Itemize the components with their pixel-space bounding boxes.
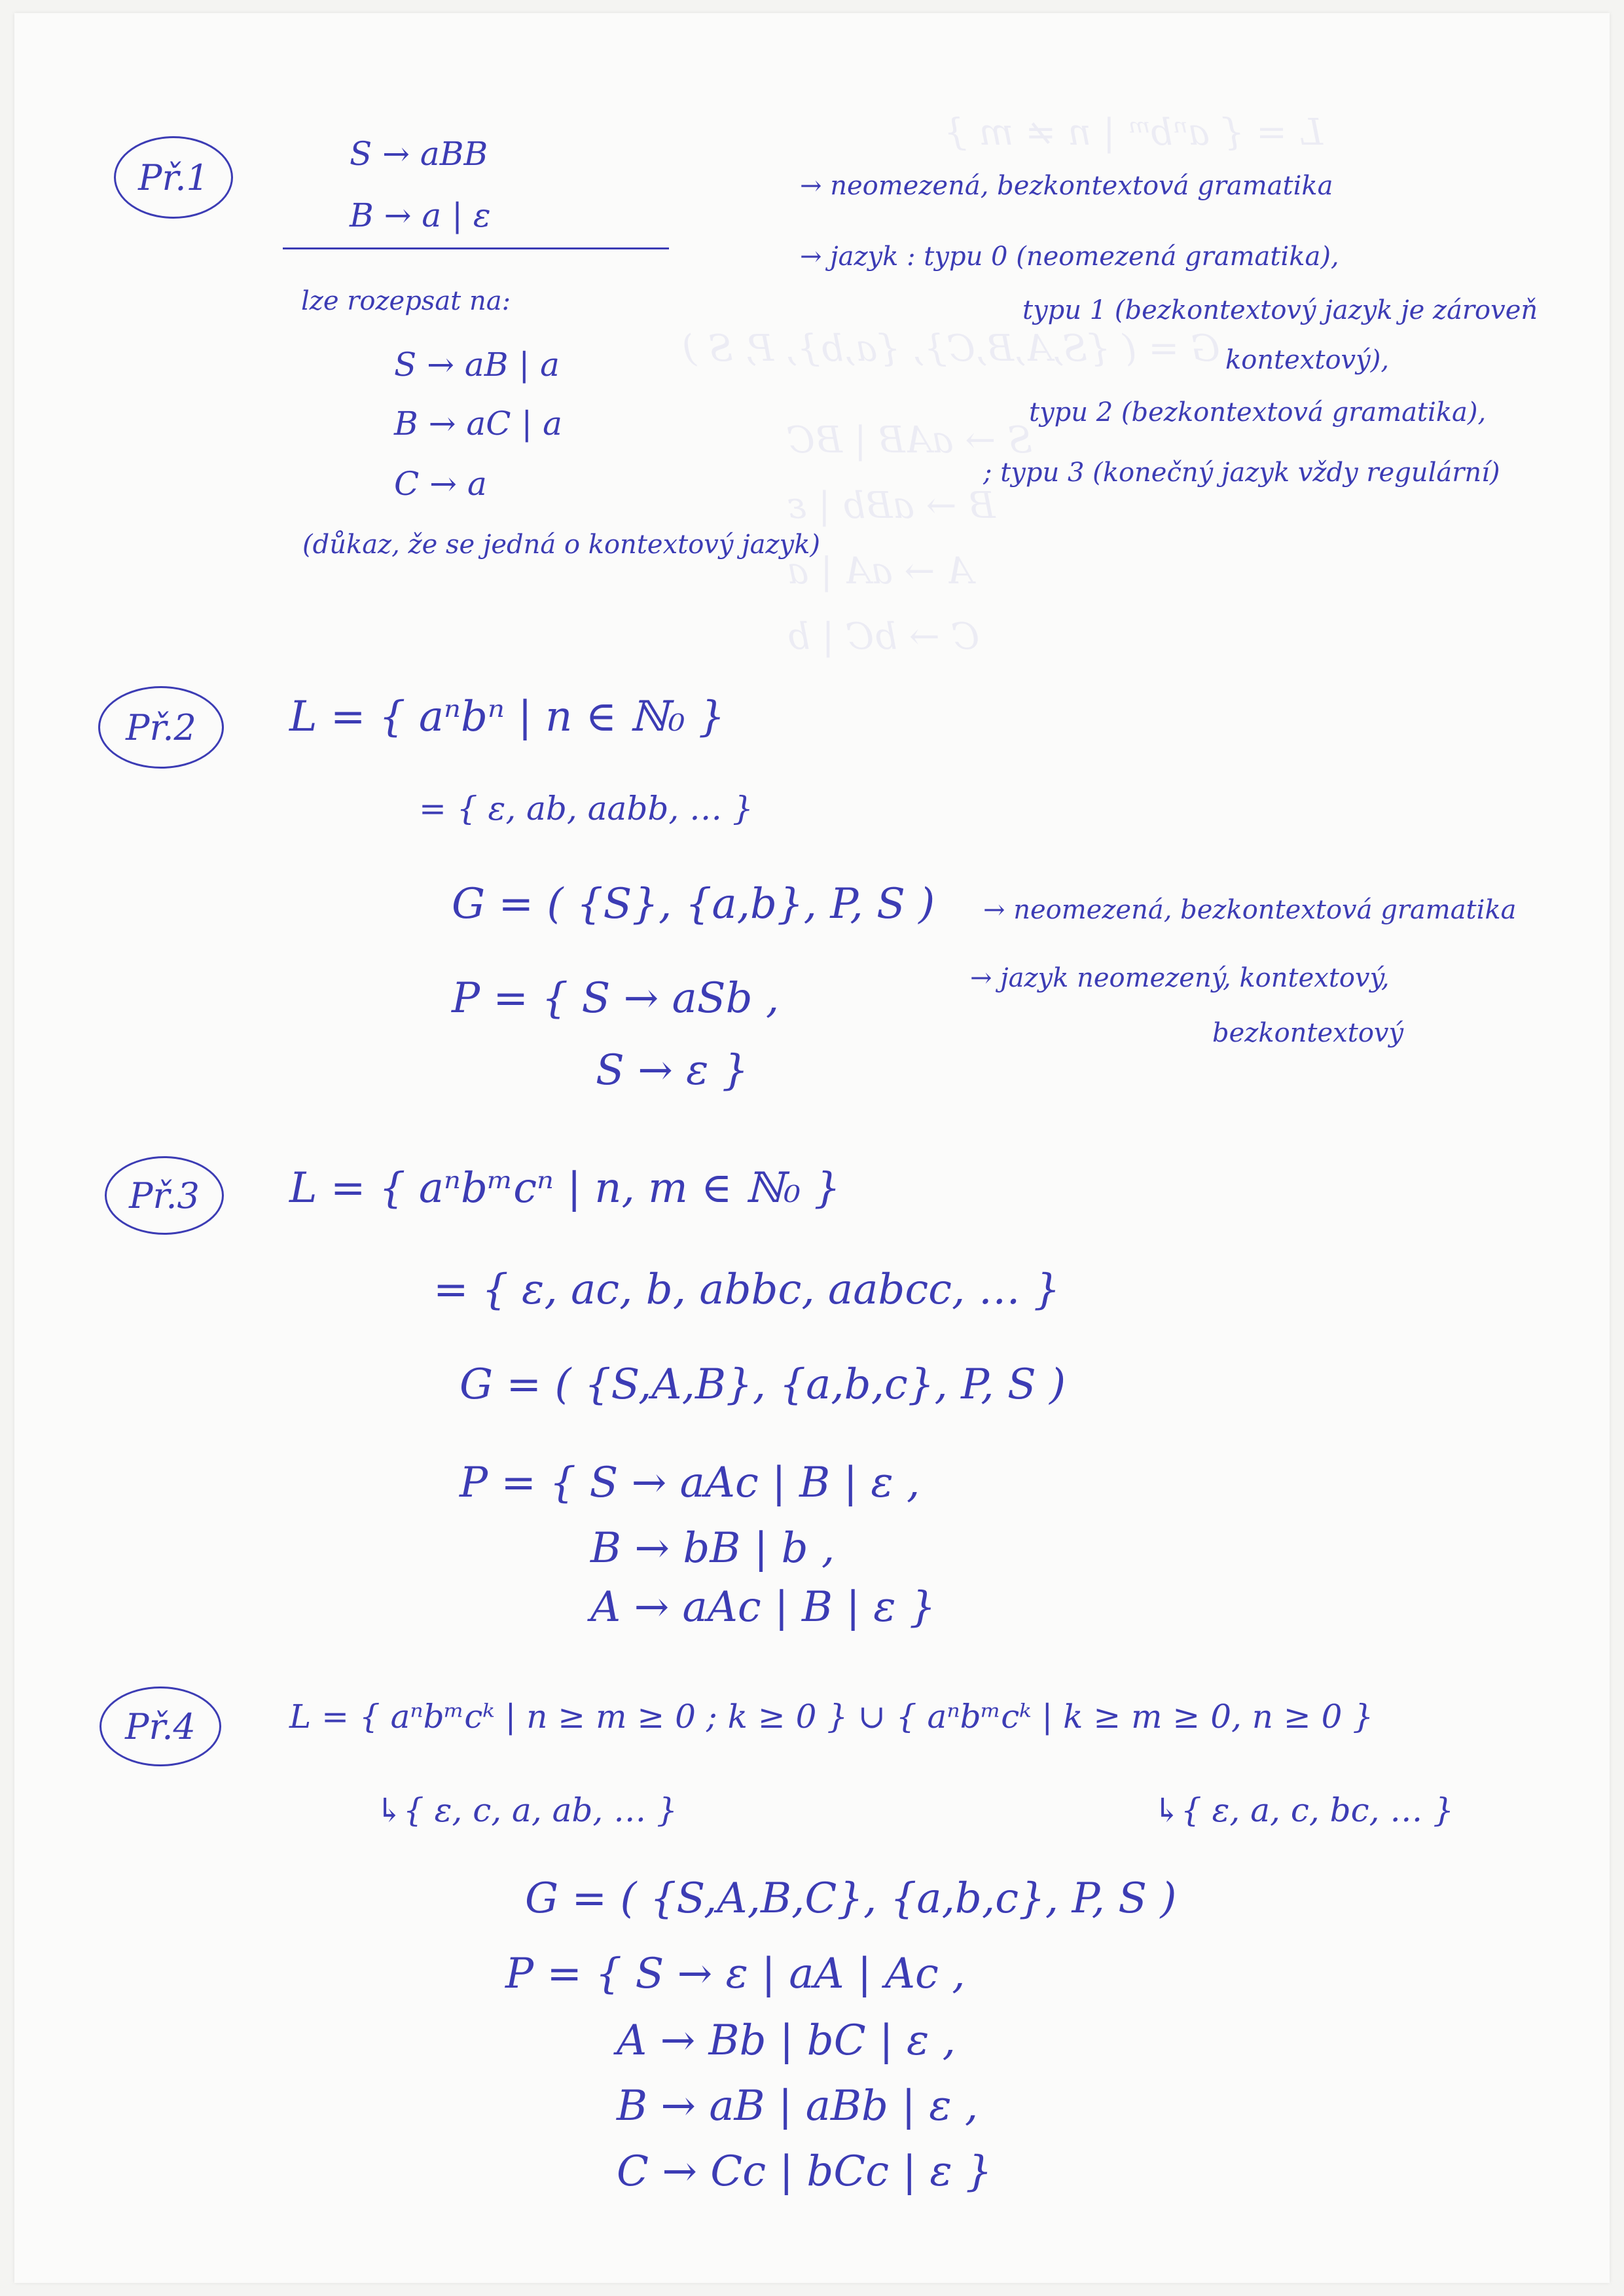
production-rule: C → a [394,465,487,503]
production-rule: S → ε } [596,1046,749,1095]
example-label: Př.2 [98,686,224,769]
language-definition: L = { aⁿbᵐcᵏ | n ≥ m ≥ 0 ; k ≥ 0 } ∪ { aⁿbᵐcᵏ | k ≥ m ≥ 0, n ≥ 0 } [289,1698,1374,1736]
example-label: Př.3 [105,1156,224,1235]
ghost-line: S → aAB | BC [787,419,1033,462]
production-rule: C → Cc | bCc | ε } [617,2147,992,2196]
ghost-line: G = ( {S,A,B,C}, {a,b}, P, S ) [682,327,1220,370]
language-elements: ↳{ ε, a, c, bc, … } [1153,1791,1454,1829]
ghost-line: C → bC | b [787,615,980,658]
rewrite-intro: lze rozepsat na: [301,286,511,316]
production-rule: S → aBB [350,135,488,173]
language-type-line: ; typu 3 (konečný jazyk vždy regulární) [983,458,1500,488]
grammar-note: → neomezená, bezkontextová gramatika [983,895,1517,925]
language-elements: ↳{ ε, c, a, ab, … } [376,1791,677,1829]
language-elements: = { ε, ac, b, abbc, aabcc, … } [433,1266,1060,1314]
language-type-line: → jazyk : typu 0 (neomezená gramatika), [800,242,1339,272]
production-rule: S → aB | a [394,346,560,384]
grammar-tuple: G = ( {S,A,B}, {a,b,c}, P, S ) [460,1360,1066,1409]
example-label: Př.1 [114,136,233,219]
production-rule: B → bB | b , [590,1524,835,1573]
divider-line [283,247,669,249]
language-elements: = { ε, ab, aabb, … } [419,790,753,828]
production-set: P = { S → aSb , [452,974,780,1023]
grammar-tuple: G = ( {S}, {a,b}, P, S ) [452,880,935,928]
proof-note: (důkaz, že se jedná o kontextový jazyk) [302,530,820,560]
language-type-line: typu 2 (bezkontextová gramatika), [1029,397,1487,428]
language-note: bezkontextový [1212,1018,1404,1048]
production-set: P = { S → ε | aA | Ac , [505,1950,965,1998]
language-type-line: kontextový), [1225,345,1390,375]
production-rule: B → aC | a [394,405,562,443]
example-label: Př.4 [99,1686,221,1766]
language-type-line: typu 1 (bezkontextový jazyk je zároveň [1022,295,1538,325]
ghost-line: A → aA | a [787,550,973,592]
paper-sheet [14,13,1610,2283]
production-rule: B → a | ε [350,196,491,234]
production-rule: A → aAc | B | ε } [590,1583,936,1631]
production-set: P = { S → aAc | B | ε , [460,1459,920,1507]
language-note: → jazyk neomezený, kontextový, [970,963,1390,993]
ghost-line: B → aBb | ε [787,484,996,527]
language-definition: L = { aⁿbᵐcⁿ | n, m ∈ ℕ₀ } [289,1164,841,1212]
grammar-note: → neomezená, bezkontextová gramatika [800,171,1333,201]
production-rule: B → aB | aBb | ε , [617,2082,979,2130]
grammar-tuple: G = ( {S,A,B,C}, {a,b,c}, P, S ) [525,1874,1177,1923]
language-definition: L = { aⁿbⁿ | n ∈ ℕ₀ } [289,693,725,741]
production-rule: A → Bb | bC | ε , [617,2016,956,2065]
ghost-line: L = { aⁿbᵐ | n ≠ m } [944,111,1324,154]
